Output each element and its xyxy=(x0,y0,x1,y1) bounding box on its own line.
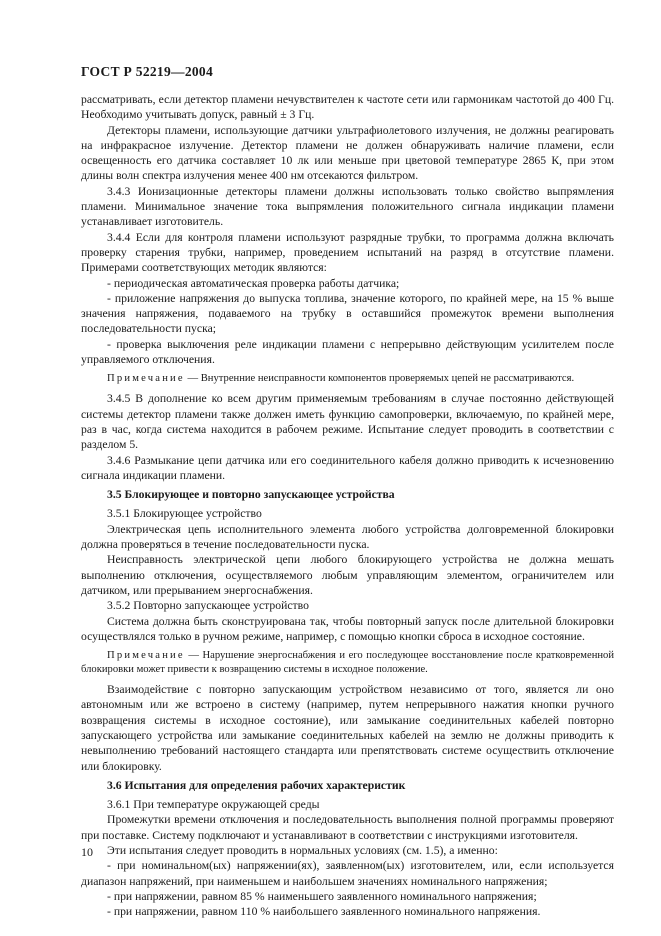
clause-3-4-5: 3.4.5 В дополнение ко всем другим применяемым требованиям в случае постоянно действующей системы детектор пламени также должен иметь функцию самопроверки, включаемую, по крайней мере, раз в час, когда система находится в рабочем режиме. Испытание следует проводить в соответствии с разделом 5. xyxy=(81,392,614,452)
clause-3-6-1: 3.6.1 При температуре окружающей среды xyxy=(107,798,320,812)
page-header: ГОСТ Р 52219—2004 xyxy=(81,64,214,79)
clause-3-4-6: 3.4.6 Размыкание цепи датчика или его соединительного кабеля должно приводить к исчезновению сигнала индикации пламени. xyxy=(81,453,614,482)
paragraph: Эти испытания следует проводить в нормальных условиях (см. 1.5), а именно: xyxy=(107,844,498,858)
page-number: 10 xyxy=(81,845,93,859)
paragraph: Система должна быть сконструирована так, чтобы повторный запуск после длительной блокировки осуществлялся только в ручном режиме, например, с помощью кнопки сброса в исходное состояние. xyxy=(81,614,614,643)
note-label: Примечание xyxy=(107,373,185,385)
list-item: - проверка выключения реле индикации пламени с непрерывно действующим усилителем после управляемого отключения. xyxy=(81,337,614,367)
document-body xyxy=(81,92,614,920)
clause-3-4-4: 3.4.4 Если для контроля пламени используют разрядные трубки, то программа должна включать проверку старения трубки, например, проведением испытаний на разряд в отсутствие пламени. Примерами соответствующих методик являются: xyxy=(81,230,614,275)
list-item: - при напряжении, равном 85 % наименьшего заявленного номинального напряжения; xyxy=(107,889,537,903)
note xyxy=(81,649,614,677)
list-item: - периодическая автоматическая проверка работы датчика; xyxy=(107,276,400,290)
clause-3-4-3: 3.4.3 Ионизационные детекторы пламени должны использовать только свойство выпрямления пламени. Минимальное значение тока выпрямления положительного сигнала индикации пламени устанавливает изготовитель. xyxy=(81,184,614,229)
note-text: — Внутренние неисправности компонентов проверяемых цепей не рассматриваются. xyxy=(184,373,575,385)
note-text: — Нарушение энергоснабжения и его последующее восстановление после кратковременной блокировки может привести к возвращению системы в исходное положение. xyxy=(81,650,614,676)
list-item: - при напряжении, равном 110 % наибольшего заявленного номинального напряжения. xyxy=(107,905,541,919)
section-heading-3-5: 3.5 Блокирующее и повторно запускающее устройства xyxy=(107,488,395,502)
paragraph: Промежутки времени отключения и последовательность выполнения полной программы проверяют при поставке. Систему подключают и устанавливают в соответствии с инструкциями изготовителя. xyxy=(81,813,614,842)
section-heading-3-6: 3.6 Испытания для определения рабочих характеристик xyxy=(107,778,406,792)
paragraph: рассматривать, если детектор пламени нечувствителен к частоте сети или гармоникам частотой до 400 Гц. Необходимо учитывать допуск, равный ± 3 Гц. xyxy=(81,93,614,122)
paragraph: Взаимодействие с повторно запускающим устройством независимо от того, является ли оно автономным или же встроено в систему (например, путем непрерывного нажатия кнопки ручного возвращения системы в исходное состояние), или замыкание соединительных кабелей повторно запускающего устройства или замыкание соединительных кабелей на землю не должны приводить к невыполнению требований настоящего стандарта или препятствовать системе осуществить отключение или блокировку. xyxy=(81,683,614,773)
note-label: Примечание xyxy=(107,650,185,662)
paragraph: Детекторы пламени, использующие датчики ультрафиолетового излучения, не должны реагировать на инфракрасное излучение. Детектор пламени не должен обнаруживать наличие пламени, если освещенность его датчика составляет 10 лк или меньше при цветовой температуре 2865 К, при этом длины волн спектра излучения менее 400 нм отсекаются фильтром. xyxy=(81,123,614,183)
note xyxy=(81,372,614,386)
clause-3-5-1: 3.5.1 Блокирующее устройство xyxy=(107,507,262,521)
paragraph: Неисправность электрической цепи любого блокирующего устройства не должна мешать выполнению отключения, осуществляемого любым управляющим элементом, ограничителем или датчиком, или прерыванием энергоснабжения. xyxy=(81,553,614,597)
paragraph: Электрическая цепь исполнительного элемента любого устройства долговременной блокировки должна проверяться в течение последовательности пуска. xyxy=(81,522,614,552)
list-item: - приложение напряжения до выпуска топлива, значение которого, по крайней мере, на 15 % выше значения напряжения, подаваемого на трубку в оставшийся промежуток времени выполнения последовательности пуска; xyxy=(81,291,614,336)
clause-3-5-2: 3.5.2 Повторно запускающее устройство xyxy=(107,599,309,613)
list-item: - при номинальном(ых) напряжении(ях), заявленном(ых) изготовителем, или, если используется диапазон напряжений, при наименьшем и наибольшем значениях номинального напряжения; xyxy=(81,859,614,888)
